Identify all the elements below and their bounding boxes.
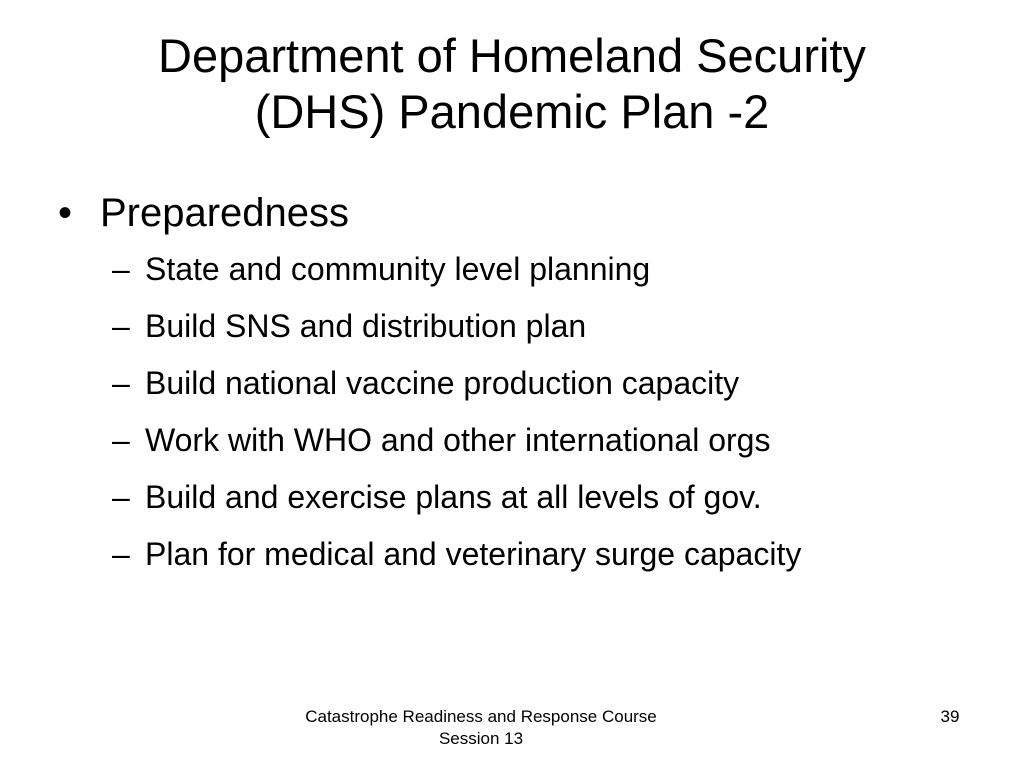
subitem-text: Work with WHO and other international orgs	[145, 422, 771, 458]
dash-icon: –	[112, 308, 130, 344]
subitem-text: Build SNS and distribution plan	[145, 308, 587, 344]
bullet-point-icon: •	[58, 191, 73, 235]
slide-title	[40, 28, 984, 140]
footer-session: Session 13	[438, 729, 524, 748]
dash-icon: –	[112, 536, 130, 572]
dash-icon: –	[112, 365, 130, 401]
subitem-state-community-planning	[112, 250, 972, 288]
subitem-exercise-plans	[112, 478, 972, 516]
preparedness-bullet	[58, 186, 958, 240]
preparedness-subitems	[112, 250, 972, 592]
slide-title-line-1: Department of Homeland Security	[158, 29, 866, 82]
subitem-vaccine-production-capacity	[112, 364, 972, 402]
subitem-text: Plan for medical and veterinary surge capacity	[145, 536, 802, 572]
slide-title-line-2: (DHS) Pandemic Plan -2	[254, 85, 770, 138]
subitem-text: Build and exercise plans at all levels of gov.	[145, 479, 762, 515]
subitem-text: Build national vaccine production capacity	[145, 365, 740, 401]
subitem-who-international-orgs	[112, 421, 972, 459]
slide-footer	[242, 706, 720, 750]
preparedness-label: Preparedness	[100, 191, 350, 235]
subitem-surge-capacity	[112, 535, 972, 573]
dash-icon: –	[112, 251, 130, 287]
dash-icon: –	[112, 479, 130, 515]
footer-course-name: Catastrophe Readiness and Response Course	[305, 707, 657, 726]
slide-page-number: 39	[940, 707, 960, 726]
dash-icon: –	[112, 422, 130, 458]
subitem-text: State and community level planning	[145, 251, 651, 287]
subitem-sns-distribution-plan	[112, 307, 972, 345]
